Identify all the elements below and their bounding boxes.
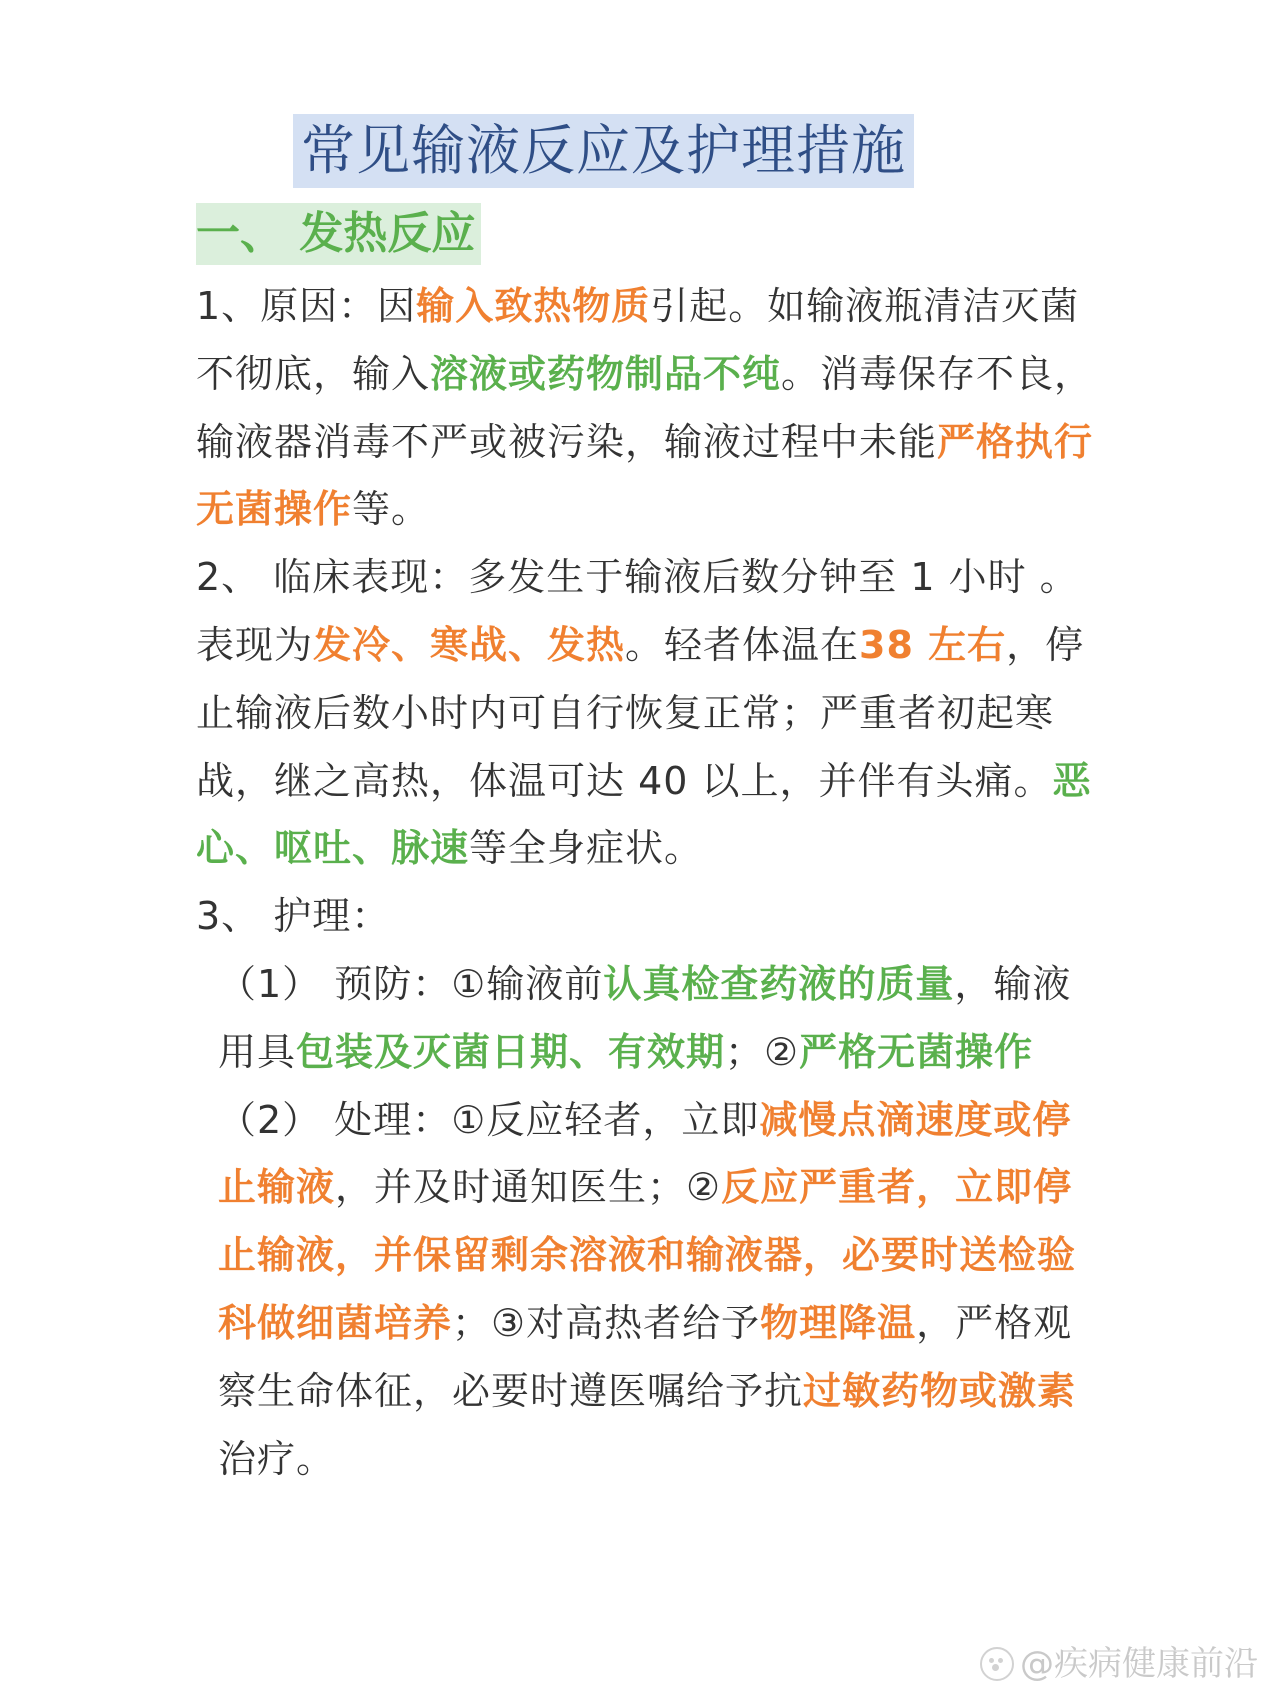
treatment-highlight-4: 过敏药物或激素 [803, 1368, 1077, 1413]
cause-text-4: 等。 [352, 487, 431, 532]
prevention-highlight-1: 认真检查药液的质量 [603, 961, 955, 1006]
page-title: 常见输液反应及护理措施 [293, 114, 914, 188]
treatment-text-2: ，并及时通知医生；② [335, 1165, 722, 1210]
cause-paragraph [196, 273, 1101, 544]
cause-text-3: 。消毒保存不良，输液器消毒不严或被污染，输液过程中未能 [196, 351, 1094, 464]
clinical-text-2: 。轻者体温在 [625, 622, 860, 667]
treatment-highlight-1: 减慢点滴速度或停止输液 [218, 1097, 1072, 1210]
paw-icon [980, 1647, 1014, 1681]
treatment-text-3: ；③对高热者给予 [452, 1300, 761, 1345]
watermark-text: @疾病健康前沿 [1020, 1644, 1258, 1684]
clinical-text-3: ，停止输液后数小时内可自行恢复正常；严重者初起寒战，继之高热，体温可达 40 以上，并伴有头痛。 [196, 622, 1085, 803]
prevention-highlight-3: 严格无菌操作 [799, 1029, 1034, 1074]
treatment-paragraph [196, 1087, 1101, 1494]
cause-highlight-2: 溶液或药物制品不纯 [430, 351, 782, 396]
clinical-highlight-2: 38 左右 [859, 622, 1007, 667]
clinical-text-4: 等全身症状。 [469, 826, 704, 871]
prevention-highlight-2: 包装及灭菌日期、有效期 [296, 1029, 726, 1074]
treatment-text-1: （2） 处理：①反应轻者，立即 [218, 1097, 760, 1142]
treatment-text-4: ，严格观察生命体征，必要时遵医嘱给予抗 [218, 1300, 1073, 1413]
content-body [196, 273, 1101, 1493]
prevention-text-1: （1） 预防：①输液前 [218, 961, 604, 1006]
treatment-highlight-2: 反应严重者，立即停止输液，并保留剩余溶液和输液器，必要时送检验科做细菌培养 [218, 1165, 1077, 1345]
cause-text-1: 1、原因：因 [196, 284, 417, 328]
clinical-text-1: 2、 临床表现：多发生于输液后数分钟至 1 小时 。表现为 [196, 555, 1079, 667]
cause-highlight-3: 严格执行无菌操作 [196, 419, 1094, 532]
prevention-text-2: ，输液用具 [218, 961, 1072, 1074]
cause-text-2: 引起。如输液瓶清洁灭菌不彻底，输入 [196, 284, 1080, 396]
prevention-paragraph [196, 951, 1101, 1087]
prevention-text-3: ；② [725, 1029, 800, 1074]
clinical-highlight-3: 恶心、呕吐、脉速 [196, 758, 1092, 871]
clinical-paragraph [196, 544, 1101, 883]
watermark [980, 1644, 1258, 1684]
care-heading: 3、 护理： [196, 894, 391, 939]
cause-highlight-1: 输入致热物质 [416, 284, 651, 328]
treatment-highlight-3: 物理降温 [760, 1300, 917, 1345]
section-heading: 一、 发热反应 [196, 203, 481, 265]
treatment-text-5: 治疗。 [218, 1436, 336, 1481]
clinical-highlight-1: 发冷、寒战、发热 [313, 622, 626, 667]
